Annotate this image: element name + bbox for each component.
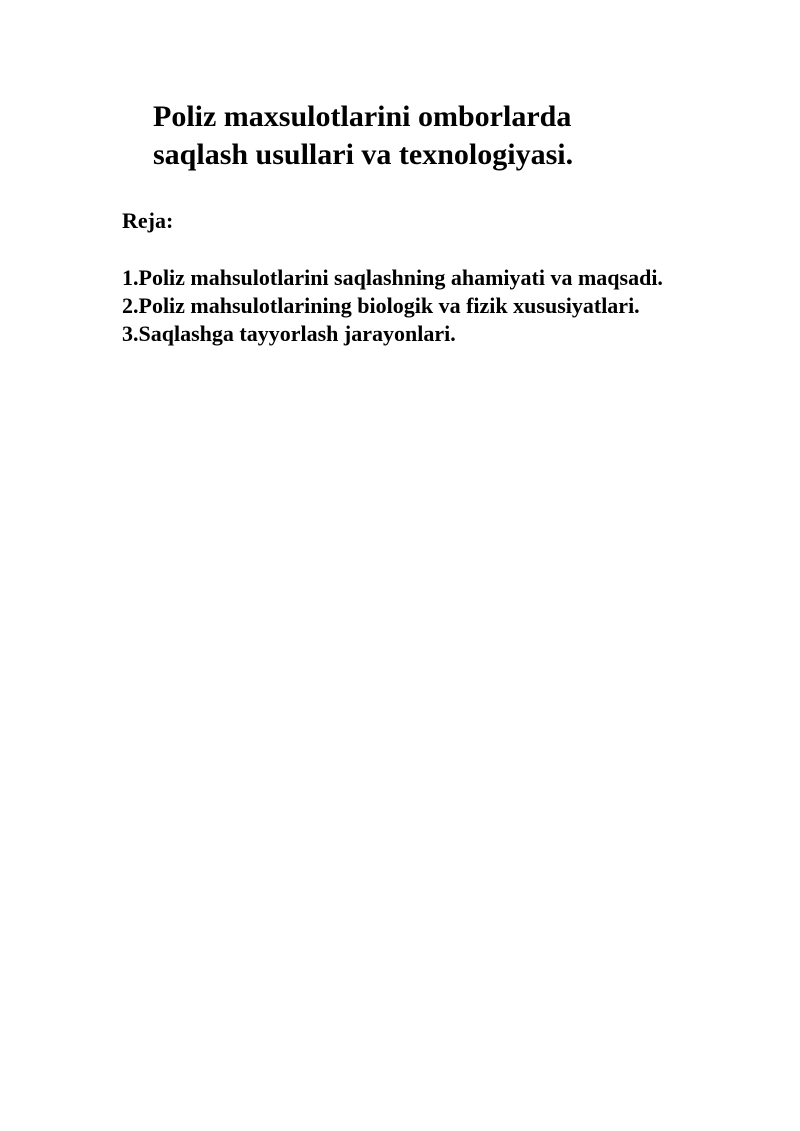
title-line-2: saqlash usullari va texnologiyasi. bbox=[153, 138, 574, 171]
document-title bbox=[153, 98, 713, 174]
plan-item-2: 2.Poliz mahsulotlarining biologik va fizik xususiyatlari. bbox=[122, 293, 640, 318]
plan-heading: Reja: bbox=[122, 208, 174, 233]
plan-item-1: 1.Poliz mahsulotlarini saqlashning ahamiyati va maqsadi. bbox=[122, 265, 663, 290]
plan-item-3: 3.Saqlashga tayyorlash jarayonlari. bbox=[122, 321, 456, 346]
title-line-1: Poliz maxsulotlarini omborlarda bbox=[153, 100, 572, 133]
plan-list bbox=[122, 264, 682, 348]
